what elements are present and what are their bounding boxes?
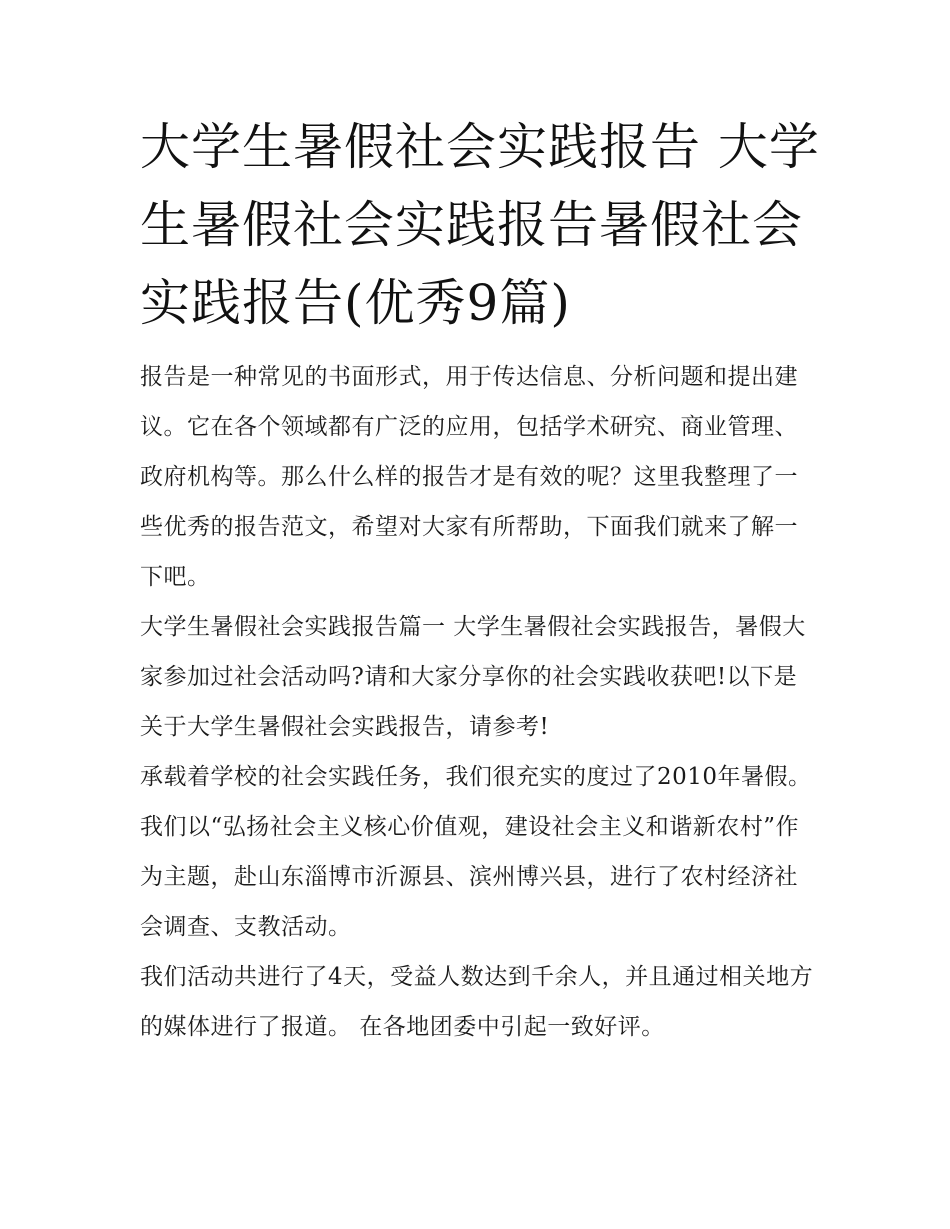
paragraph-part-one: 大学生暑假社会实践报告篇一 大学生暑假社会实践报告，暑假大家参加过社会活动吗?请和大家分享你的社会实践收获吧!以下是关于大学生暑假社会实践报告，请参考! [140, 614, 806, 740]
paragraph-task: 承载着学校的社会实践任务，我们很充实的度过了2010年暑假。 [140, 764, 812, 790]
paragraph-theme: 我们以“弘扬社会主义核心价值观，建设社会主义和谐新农村”作为主题，赴山东淄博市沂源县、滨州博兴县，进行了农村经济社会调查、支教活动。 [140, 814, 800, 940]
paragraph-result: 我们活动共进行了4天，受益人数达到千余人，并且通过相关地方的媒体进行了报道。 在各地团委中引起一致好评。 [140, 964, 814, 1040]
document-page [140, 108, 820, 1052]
paragraph-intro: 报告是一种常见的书面形式，用于传达信息、分析问题和提出建议。它在各个领域都有广泛的应用，包括学术研究、商业管理、政府机构等。那么什么样的报告才是有效的呢？这里我整理了一些优秀的报告范文，希望对大家有所帮助，下面我们就来了解一下吧。 [140, 364, 798, 590]
document-body [140, 352, 820, 1052]
document-title: 大学生暑假社会实践报告 大学生暑假社会实践报告暑假社会实践报告(优秀9篇) [140, 118, 820, 332]
